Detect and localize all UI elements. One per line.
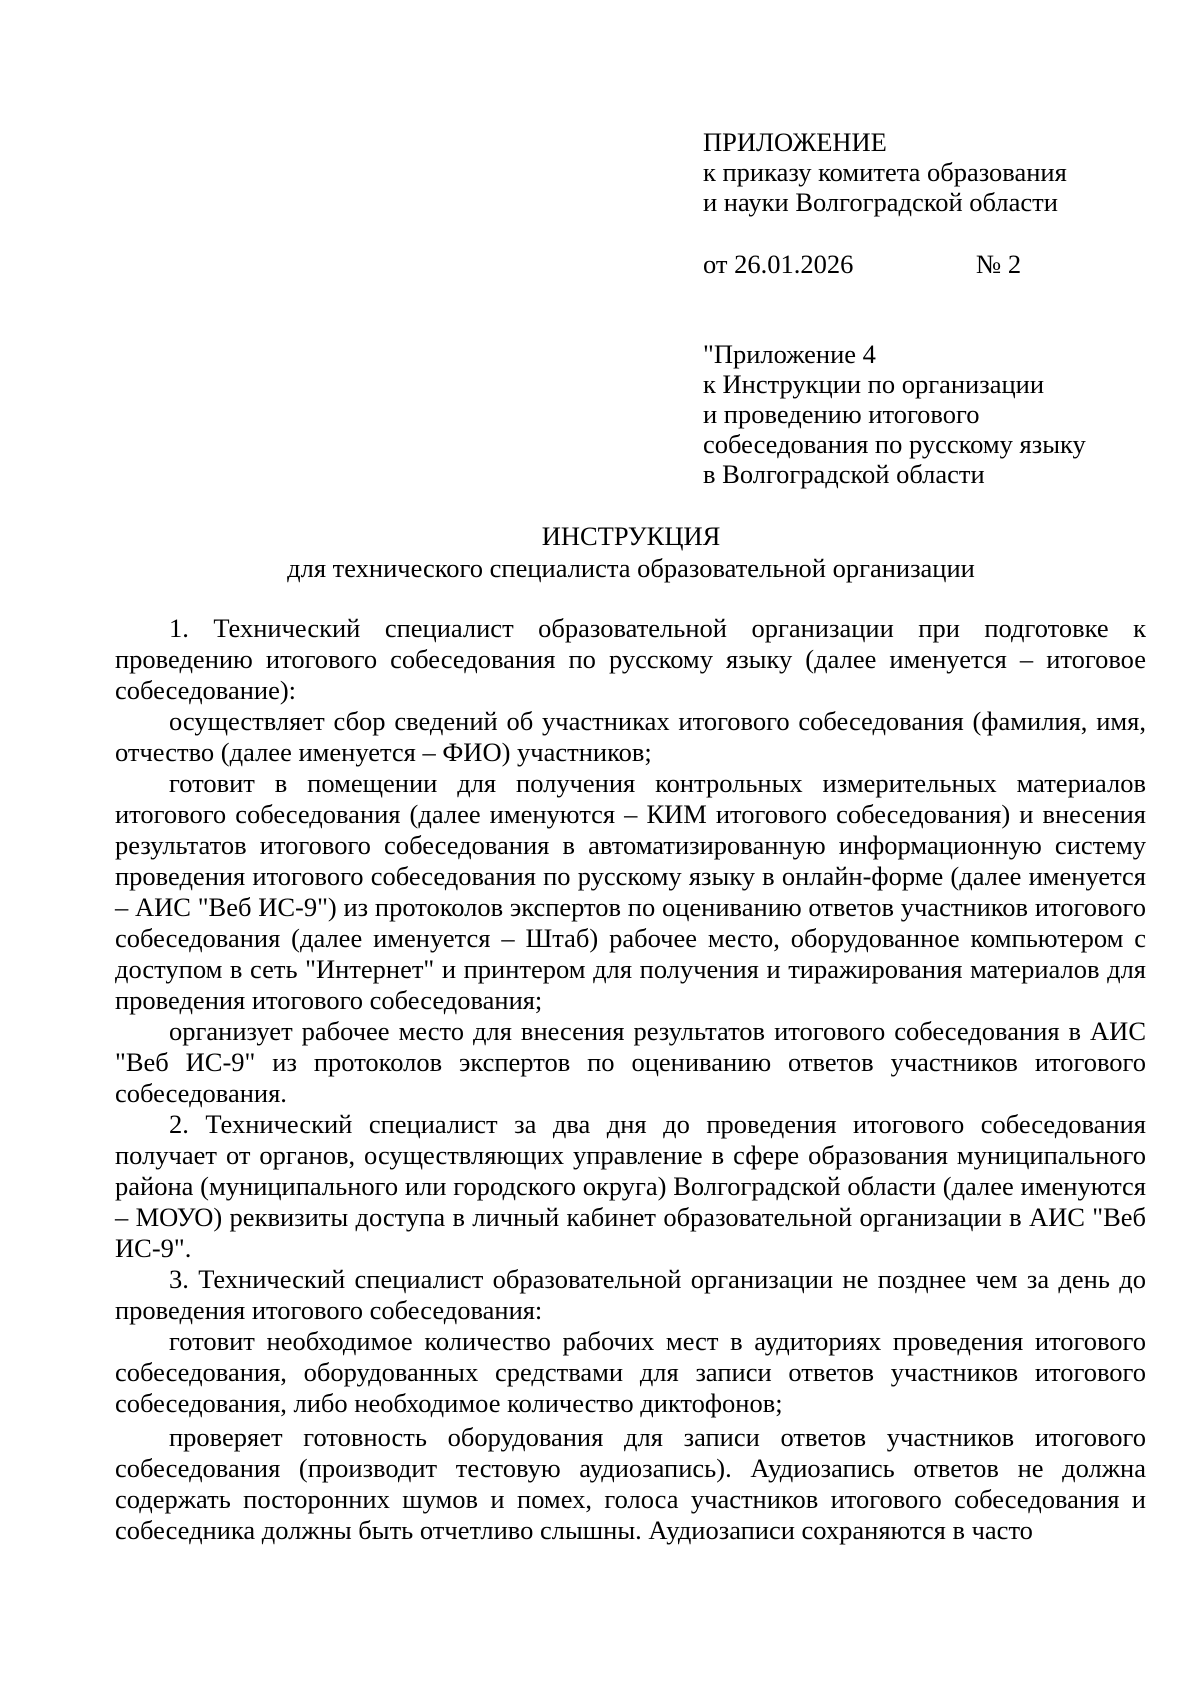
paragraph: готовит в помещении для получения контрольных измерительных материалов итогового собеседования (далее именуются – КИМ итогового собеседования) и внесения результатов итогового собеседования в автоматизированную информационную систему проведения итогового собеседования по русскому языку в онлайн-форме (далее именуется – АИС "Веб ИС-9") из протоколов экспертов по оцениванию ответов участников итогового собеседования (далее именуется – Штаб) рабочее место, оборудованное компьютером с доступом в сеть "Интернет" и принтером для получения и тиражирования материалов для проведения итогового собеседования;	[115, 768, 1146, 1015]
paragraph: 2. Технический специалист за два дня до проведения итогового собеседования получает от органов, осуществляющих управление в сфере образования муниципального района (муниципального или городского округа) Волгоградской области (далее именуются – МОУО) реквизиты доступа в личный кабинет образовательной организации в АИС "Веб ИС-9".	[115, 1109, 1146, 1263]
quoted-annex-line-3: и проведению итогового	[703, 399, 980, 429]
annex-title: ПРИЛОЖЕНИЕ	[703, 127, 887, 157]
quoted-annex-line-4: собеседования по русскому языку	[703, 429, 1086, 459]
order-reference	[703, 249, 1183, 279]
order-number: № 2	[976, 249, 1022, 279]
annex-line-1: к приказу комитета образования	[703, 157, 1067, 187]
paragraph: 3. Технический специалист образовательной организации не позднее чем за день до проведения итогового собеседования:	[115, 1264, 1146, 1325]
paragraph: 1. Технический специалист образовательной организации при подготовке к проведению итогового собеседования по русскому языку (далее именуется – итоговое собеседование):	[115, 613, 1146, 705]
quoted-annex-line-1: "Приложение 4	[703, 339, 876, 369]
document-subtitle: для технического специалиста образовательной организации	[287, 553, 975, 583]
quoted-annex-header	[703, 339, 1183, 489]
quoted-annex-line-2: к Инструкции по организации	[703, 369, 1045, 399]
document-body	[115, 613, 1146, 1546]
document-title: ИНСТРУКЦИЯ	[541, 521, 721, 551]
order-date: от 26.01.2026	[703, 249, 854, 279]
annex-header	[703, 127, 1183, 217]
paragraph: осуществляет сбор сведений об участниках итогового собеседования (фамилия, имя, отчество (далее именуется – ФИО) участников;	[115, 706, 1146, 767]
quoted-annex-line-5: в Волгоградской области	[703, 459, 985, 489]
paragraph: организует рабочее место для внесения результатов итогового собеседования в АИС "Веб ИС-9" из протоколов экспертов по оцениванию ответов участников итогового собеседования.	[115, 1016, 1146, 1108]
paragraph: проверяет готовность оборудования для записи ответов участников итогового собеседования (производит тестовую аудиозапись). Аудиозапись ответов не должна содержать посторонних шумов и помех, голоса участников итогового собеседования и собеседника должны быть отчетливо слышны. Аудиозаписи сохраняются в часто	[115, 1422, 1146, 1545]
annex-line-2: и науки Волгоградской области	[703, 187, 1058, 217]
paragraph: готовит необходимое количество рабочих мест в аудиториях проведения итогового собеседования, оборудованных средствами для записи ответов участников итогового собеседования, либо необходимое количество диктофонов;	[115, 1326, 1146, 1418]
